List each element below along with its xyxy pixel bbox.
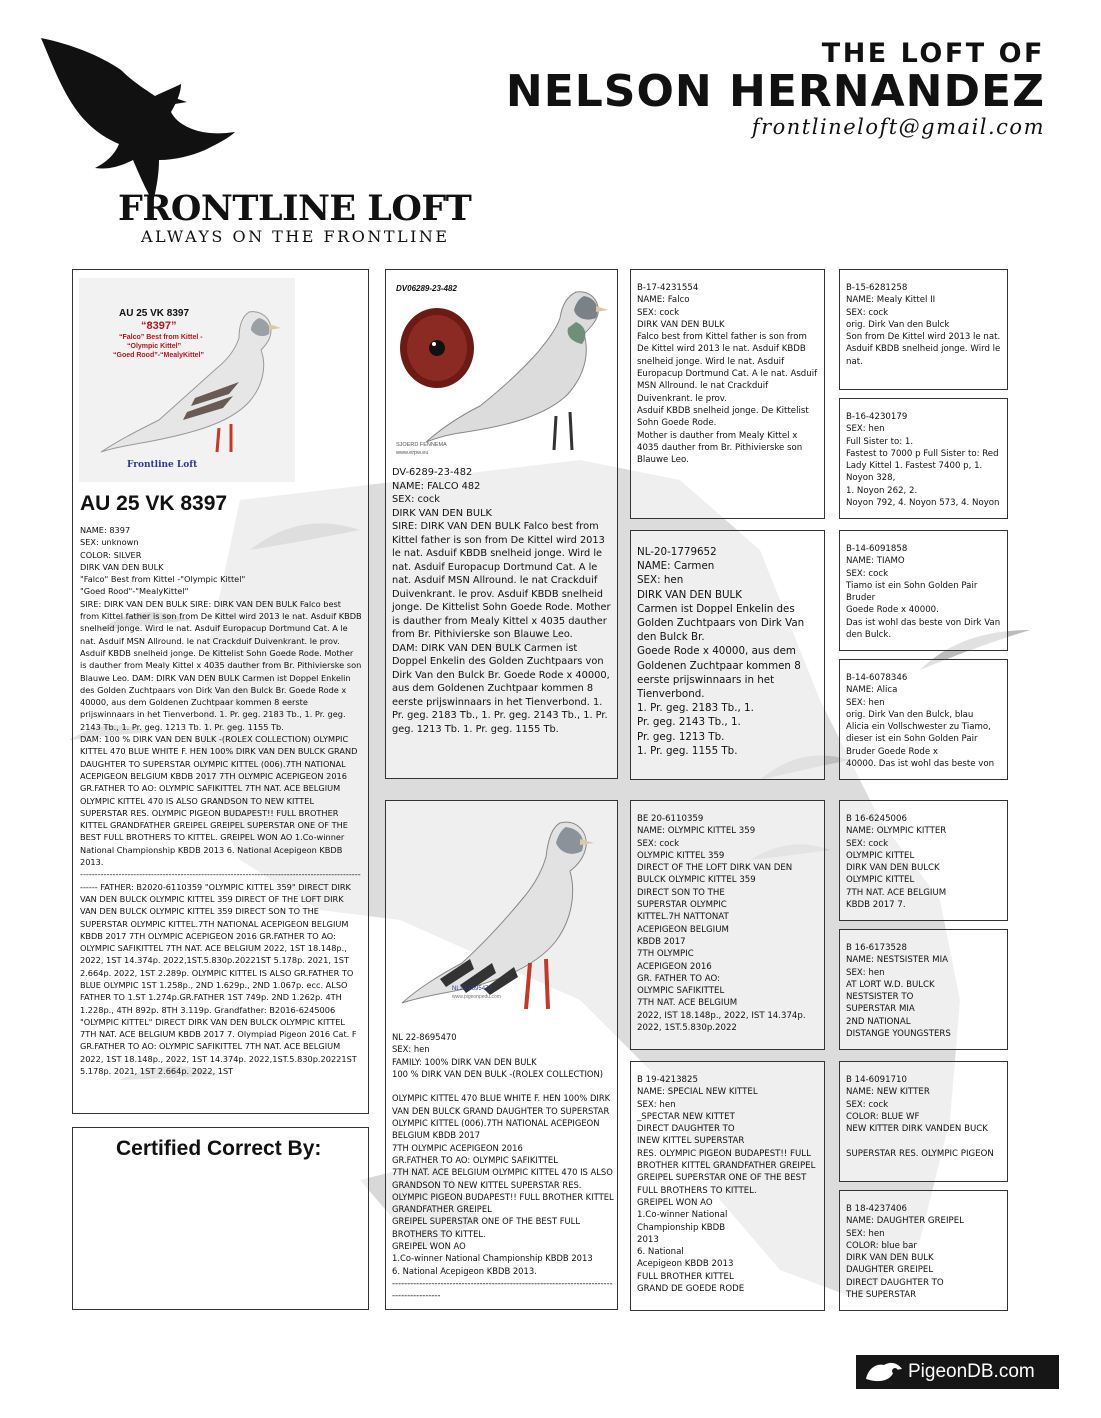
sire-dam-card	[630, 530, 825, 780]
dam-dam-details: B 19-4213825 NAME: SPECIAL NEW KITTEL SEX: hen _SPECTAR NEW KITTET DIRECT DAUGHTER TO INEW KITTEL SUPERSTAR RES. OLYMPIC PIGEON BUDAPEST!! FULL BROTHER KITTEL GRANDFATHER GREIPEL GREIPEL SUPERSTAR ONE OF THE BEST FULL BROTHERS TO KITTEL. GREIPEL WON AO 1.Co-winner National Championship KBDB 2013 6. National Acepigeon KBDB 2013 FULL BROTHER KITTEL GRAND DE GOEDE RODE	[637, 1075, 816, 1295]
photo-pedigree-line-3: “Goed Rood”-“MealyKittel”	[113, 352, 205, 359]
sdd-card	[839, 659, 1008, 780]
sds-card	[839, 530, 1008, 651]
sdd-details: B-14-6078346 NAME: Alica SEX: hen orig. Dirk Van den Bulck, blau Alicia ein Vollschwester zu Tiamo, dieser ist ein Sohn Golden Pair Bruder Goede Rode x 40000. Das ist wohl das beste von	[846, 673, 995, 770]
pigeon-blue-illustration	[426, 282, 614, 458]
sds-details: B-14-6091858 NAME: TIAMO SEX: cock Tiamo ist ein Sohn Golden Pair Bruder Goede Rode x 40000. Das ist wohl das beste von Dirk Van den Bulck.	[846, 544, 1001, 641]
dam-sire-details: BE 20-6110359 NAME: OLYMPIC KITTEL 359 SEX: cock OLYMPIC KITTEL 359 DIRECT OF THE LOFT DIRK VAN DEN BULCK OLYMPIC KITTEL 359 DIRECT SON TO THE SUPERSTAR OLYMPIC KITTEL.7H NATTONAT ACEPIGEON BELGIUM KBDB 2017 7TH OLYMPIC ACEPIGEON 2016 GR. FATHER TO AO: OLYMPIC SAFIKITTEL 7TH NAT. ACE BELGIUM 2022, IST 18.148p., 2022, IST 14.374p. 2022, 1ST.5.830p.2022	[637, 814, 806, 1034]
dam-photo-ring: NL22-8695470	[452, 986, 492, 992]
pigeon-silver-illustration	[99, 302, 289, 462]
email-address: frontlineloft@gmail.com	[751, 115, 1045, 139]
dss-details: B 16-6245006 NAME: OLYMPIC KITTER SEX: cock OLYMPIC KITTEL DIRK VAN DEN BULCK OLYMPIC KITTEL 7TH NAT. ACE BELGIUM KBDB 2017 7.	[846, 814, 947, 911]
sire-photo-credit-site: www.erpw.eu	[396, 450, 429, 456]
certified-label: Certified Correct By:	[116, 1137, 322, 1160]
sire-photo-credit-name: SJOERD FENNEMA	[396, 442, 447, 448]
photo-credit: Frontline Loft	[127, 460, 198, 470]
pigeondb-badge[interactable]	[856, 1355, 1059, 1389]
dam-photo-site: www.pigeonpedu.com	[452, 994, 501, 1000]
photo-pedigree-line-2: “Olympic Kittel”	[127, 343, 182, 350]
sire-photo	[390, 278, 614, 468]
ssd-card	[839, 398, 1008, 519]
dam-dam-card	[630, 1061, 825, 1311]
dove-logo-icon	[35, 36, 240, 206]
brand-name: FRONTLINE LOFT	[118, 188, 472, 229]
main-bird-details: NAME: 8397 SEX: unknown COLOR: SILVER DIRK VAN DEN BULK "Falco" Best from Kittel -"Olympic Kittel" "Goed Rood"-"MealyKittel" SIRE: DIRK VAN DEN BULK SIRE: DIRK VAN DEN BULK Falco best from Kittel father is son from De Kittel wird 2013 le nat. Asduif KBDB snelheid jonge. Wird le nat. Asduif Europacup Dortmund Cat. A le nat. Asduif MSN Allround. le nat Crackduif Duivenkrant. le prov. Asduif KBDB snelheid jonge. De Kittelist Sohn Goede Rode. Mother is dauther from Mealy Kittel x 4035 dauther from Br. Pithivierske son Blauwe Leo. DAM: DIRK VAN DEN BULK Carmen ist Doppel Enkelin des Golden Zuchtpaars von Dirk Van den Bulck Br. Goede Rode x 40000, aus dem Goldenen Zuchtpaar kommen 8 eerste prijswinnaars in het Tienverbond. 1. Pr. geg. 2183 Tb., 1. Pr. geg. 2143 Tb., 1. Pr. geg. 1213 Tb. 1. Pr. geg. 1155 Tb. DAM: 100 % DIRK VAN DEN BULK -(ROLEX COLLECTION) OLYMPIC KITTEL 470 BLUE WHITE F. HEN 100% DIRK VAN DEN BULCK GRAND DAUGHTER TO SUPERSTAR OLYMPIC KITTEL (006).7TH NATIONAL ACEPIGEON BELGIUM KBDB 2017 7TH OLYMPIC ACEPIGEON 2016 GR.FATHER TO AO: OLYMPIC SAFIKITTEL 7TH NAT. ACE BELGIUM OLYMPIC KITTEL 470 IS ALSO GRANDSON TO NEW KITTEL SUPERSTAR RES. OLYMPIC PIGEON BUDAPEST!! FULL BROTHER KITTEL GRANDFATHER GREIPEL GREIPEL SUPERSTAR ONE OF THE BEST FULL BROTHERS TO KITTEL. GREIPEL WON AO 1.Co-winner National Championship KBDB 2013 6. National Acepigeon KBDB 2013. ----------------------------------------------------------------------------------------------- ------ FATHER: B2020-6110359 "OLYMPIC KITTEL 359" DIRECT DIRK VAN DEN BULCK OLYMPIC KITTEL 359 DIRECT OF THE LOFT DIRK VAN DEN BULCK OLYMPIC KITTEL 359 DIRECT SON TO THE SUPERSTAR OLYMPIC KITTEL.7TH NATIONAL ACEPIGEON BELGIUM KBDB 2017 7TH OLYMPIC ACEPIGEON 2016 GR.FATHER TO AO: OLYMPIC SAFIKITTEL 7TH NAT. ACE BELGIUM 2022, 1ST 18.148p., 2022, 1ST 14.374p. 2022,1ST.5.830p.20221ST 5.178p. 2021, 1ST 2.664p. 2022, 1ST 2.289p. OLYMPIC KITTEL IS ALSO GR.FATHER TO BLUE OLYMPIC 1ST 1.258p., 2ND 1.629p., 2ND 1.067p. ecc. ALSO FATHER TO 1.ST 1.274p.GR.FATHER 1ST 749p. 2ND 1.262p. 4TH 1.228p., 4TH 892p. 8TH 3.119p. Grandfather: B2016-6245006 "OLYMPIC KITTEL" DIRECT DIRK VAN DEN BULCK OLYMPIC KITTEL 7TH NAT. ACE BELGIUM KBDB 2017 7. Olympiad Pigeon 2016 Cat. F GR.FATHER TO AO: OLYMPIC SAFIKITTEL 7TH NAT. ACE BELGIUM 2022, 1ST 18.148p., 2022, 1ST 14.374p. 2022,1ST.5.830p.20221ST 5.178p. 2021, 1ST 2.664p. 2022, 1ST	[80, 525, 362, 1077]
dsd-card	[839, 929, 1008, 1050]
sire-photo-ring: DV06289-23-482	[396, 284, 457, 293]
main-bird-ring-number: AU 25 VK 8397	[80, 492, 228, 515]
loft-of-heading: THE LOFT OF	[821, 38, 1045, 69]
photo-ring-label: AU 25 VK 8397	[119, 308, 190, 319]
ddd-details: B 18-4237406 NAME: DAUGHTER GREIPEL SEX: hen COLOR: blue bar DIRK VAN DEN BULK DAUGHTER GREIPEL DIRECT DAUGHTER TO THE SUPERSTAR	[846, 1204, 964, 1301]
pigeondb-label: PigeonDB.com	[908, 1361, 1035, 1382]
dam-details: NL 22-8695470 SEX: hen FAMILY: 100% DIRK VAN DEN BULK 100 % DIRK VAN DEN BULK -(ROLEX COLLECTION) OLYMPIC KITTEL 470 BLUE WHITE F. HEN 100% DIRK VAN DEN BULCK GRAND DAUGHTER TO SUPERSTAR OLYMPIC KITTEL (006).7TH NATIONAL ACEPIGEON BELGIUM KBDB 2017 7TH OLYMPIC ACEPIGEON 2016 GR.FATHER TO AO: OLYMPIC SAFIKITTEL 7TH NAT. ACE BELGIUM OLYMPIC KITTEL 470 IS ALSO GRANDSON TO NEW KITTEL SUPERSTAR RES. OLYMPIC PIGEON BUDAPEST!! FULL BROTHER KITTEL GRANDFATHER GREIPEL GREIPEL SUPERSTAR ONE OF THE BEST FULL BROTHERS TO KITTEL. GREIPEL WON AO 1.Co-winner National Championship KBDB 2013 6. National Acepigeon KBDB 2013. -----------------------------------------------------------------------------------------	[392, 1032, 614, 1301]
main-bird-photo	[79, 278, 295, 482]
dds-card	[839, 1061, 1008, 1182]
sire-sire-details: B-17-4231554 NAME: Falco SEX: cock DIRK VAN DEN BULK Falco best from Kittel father is son from De Kittel wird 2013 le nat. Asduif KBDB snelheid jonge. Wird le nat. Asduif Europacup Dortmund Cat. A le nat. Asduif MSN Allround. le nat Crackduif Duivenkrant. le prov. Asduif KBDB snelheid jonge. De Kittelist Sohn Goede Rode. Mother is dauther from Mealy Kittel x 4035 dauther from Br. Pithivierske son Blauwe Leo.	[637, 283, 818, 466]
pigeon-blue-bar-illustration	[400, 809, 610, 1023]
dss-card	[839, 800, 1008, 921]
ssd-details: B-16-4230179 SEX: hen Full Sister to: 1. Fastest to 7000 p Full Sister to: Red Lady Kittel 1. Fastest 7400 p, 1. Noyon 328, 1. Noyon 262, 2. Noyon 792, 4. Noyon 573, 4. Noyon	[846, 412, 1000, 509]
sire-card	[385, 269, 618, 779]
sss-details: B-15-6281258 NAME: Mealy Kittel II SEX: cock orig. Dirk Van den Bulck Son from De Kittel wird 2013 le nat. Asduif KBDB snelheid jonge. Wird le nat.	[846, 283, 1001, 367]
brand-tagline: ALWAYS ON THE FRONTLINE	[141, 227, 450, 246]
sire-details: DV-6289-23-482 NAME: FALCO 482 SEX: cock DIRK VAN DEN BULK SIRE: DIRK VAN DEN BULK Falco best from Kittel father is son from De Kittel wird 2013 le nat. Asduif KBDB snelheid jonge. Wird le nat. Asduif Europacup Dortmund Cat. A le nat. Asduif MSN Allround. le nat Crackduif Duivenkrant. le prov. Asduif KBDB snelheid jonge. De Kittelist Sohn Goede Rode. Mother is dauther from Mealy Kittel x 4035 dauther from Br. Pithivierske son Blauwe Leo. DAM: DIRK VAN DEN BULK Carmen ist Doppel Enkelin des Golden Zuchtpaars von Dirk Van den Bulck Br. Goede Rode x 40000, aus dem Goldenen Zuchtpaar kommen 8 eerste prijswinnaars in het Tienverbond. 1. Pr. geg. 2183 Tb., 1. Pr. geg. 2143 Tb., 1. Pr. geg. 1213 Tb. 1. Pr. geg. 1155 Tb.	[392, 467, 611, 735]
dam-sire-card	[630, 800, 825, 1050]
photo-pigeon-name: “8397”	[141, 320, 177, 332]
dam-card	[385, 800, 618, 1310]
photo-pedigree-line-1: “Falco” Best from Kittel -	[119, 334, 203, 341]
ddd-card	[839, 1190, 1008, 1311]
sss-card	[839, 269, 1008, 390]
pigeondb-logo-icon	[864, 1359, 904, 1385]
owner-name-heading: NELSON HERNANDEZ	[505, 66, 1045, 117]
dsd-details: B 16-6173528 NAME: NESTSISTER MIA SEX: hen AT LORT W.D. BULCK NESTSISTER TO SUPERSTAR MIA 2ND NATIONAL DISTANGE YOUNGSTERS	[846, 943, 951, 1040]
sire-sire-card	[630, 269, 825, 519]
main-bird-card	[72, 269, 369, 1114]
sire-dam-details: NL-20-1779652 NAME: Carmen SEX: hen DIRK VAN DEN BULK Carmen ist Doppel Enkelin des Golden Zuchtpaars von Dirk Van den Bulck Br. Goede Rode x 40000, aus dem Goldenen Zuchtpaar kommen 8 eerste prijswinnaars in het Tienverbond. 1. Pr. geg. 2183 Tb., 1. Pr. geg. 2143 Tb., 1. Pr. geg. 1213 Tb. 1. Pr. geg. 1155 Tb.	[637, 546, 805, 757]
dds-details: B 14-6091710 NAME: NEW KITTER SEX: cock COLOR: BLUE WF NEW KITTER DIRK VANDEN BUCK SUPERSTAR RES. OLYMPIC PIGEON	[846, 1075, 994, 1159]
